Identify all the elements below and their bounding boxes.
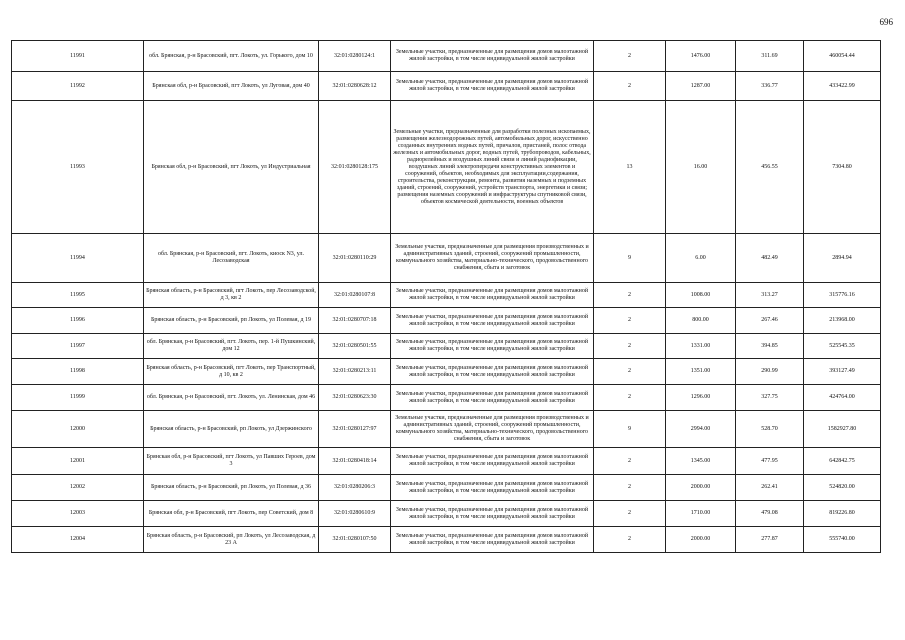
area-cell: 1008.00 (666, 283, 736, 308)
specific-value-cell: 267.46 (736, 308, 804, 334)
area-cell: 1351.00 (666, 359, 736, 385)
land-use-cell: Земельные участки, предназначенные для размещения домов малоэтажной жилой застройки, в том числе индивидуальной жилой застройки (391, 448, 594, 475)
cadastral-number-cell: 32:01:0280628:12 (319, 72, 391, 101)
area-cell: 800.00 (666, 308, 736, 334)
land-use-cell: Земельные участки, предназначенные для размещения домов малоэтажной жилой застройки, в том числе индивидуальной жилой застройки (391, 385, 594, 411)
cadastral-value-cell: 460054.44 (804, 41, 881, 72)
address-cell: Брянская область, р-н Брасовский, пгт Локоть, пер Лесозаводской, д 3, кв 2 (144, 283, 319, 308)
address-cell: Брянская обл, р-н Брасовский, пгт Локоть, ул Индустриальная (144, 101, 319, 234)
area-cell: 1296.00 (666, 385, 736, 411)
cadastral-number-cell: 32:01:0280213:11 (319, 359, 391, 385)
table-row (12, 101, 881, 234)
area-cell: 1476.00 (666, 41, 736, 72)
table-body (12, 41, 881, 553)
specific-value-cell: 313.27 (736, 283, 804, 308)
use-code-cell: 2 (594, 527, 666, 553)
cadastral-value-cell: 524820.00 (804, 475, 881, 501)
land-use-cell: Земельные участки, предназначенные для размещения домов малоэтажной жилой застройки, в том числе индивидуальной жилой застройки (391, 283, 594, 308)
cadastral-value-cell: 393127.49 (804, 359, 881, 385)
use-code-cell: 9 (594, 411, 666, 448)
cadastral-number-cell: 32:01:0280127:97 (319, 411, 391, 448)
row-number-cell: 11994 (12, 234, 144, 283)
land-use-cell: Земельные участки, предназначенные для размещения домов малоэтажной жилой застройки, в том числе индивидуальной жилой застройки (391, 41, 594, 72)
address-cell: Брянская область, р-н Брасовский, рп Локоть, ул Полевая, д 36 (144, 475, 319, 501)
use-code-cell: 2 (594, 72, 666, 101)
use-code-cell: 2 (594, 385, 666, 411)
address-cell: Брянская область, р-н Брасовский, рп Локоть, ул Полевая, д 19 (144, 308, 319, 334)
use-code-cell: 2 (594, 448, 666, 475)
use-code-cell: 2 (594, 283, 666, 308)
cadastral-value-cell: 424764.00 (804, 385, 881, 411)
cadastral-value-cell: 315776.16 (804, 283, 881, 308)
land-use-cell: Земельные участки, предназначенные для размещения домов малоэтажной жилой застройки, в том числе индивидуальной жилой застройки (391, 359, 594, 385)
land-use-cell: Земельные участки, предназначенные для разработки полезных ископаемых, размещения железнодорожных путей, автомобильных дорог, искусственно созданных внутренних водных путей, причалов, пристаней, полос отвода железных и автомобильных дорог, водных путей, трубопроводов, кабельных, радиорелейных и воздушных линий связи и линий радиофикации, воздушных линий электропередачи конструктивных элементов и сооружений, объектов, необходимых для эксплуатации,содержания, строительства, реконструкции, ремонта, развития наземных и подземных зданий, строений, сооружений, устройств транспорта, энергетики и связи; размещения наземных сооружений и инфраструктуры спутниковой связи, объектов космической деятельности, военных объектов (391, 101, 594, 234)
cadastral-value-cell: 642842.75 (804, 448, 881, 475)
specific-value-cell: 290.99 (736, 359, 804, 385)
row-number-cell: 11995 (12, 283, 144, 308)
use-code-cell: 2 (594, 308, 666, 334)
row-number-cell: 11991 (12, 41, 144, 72)
page-number: 696 (879, 17, 893, 27)
table-row (12, 448, 881, 475)
table-row (12, 41, 881, 72)
row-number-cell: 12003 (12, 501, 144, 527)
cadastral-value-cell: 525545.35 (804, 334, 881, 359)
table-row (12, 234, 881, 283)
area-cell: 2000.00 (666, 527, 736, 553)
area-cell: 1287.00 (666, 72, 736, 101)
use-code-cell: 13 (594, 101, 666, 234)
cadastral-number-cell: 32:01:0280206:3 (319, 475, 391, 501)
cadastral-number-cell: 32:01:0280107:50 (319, 527, 391, 553)
area-cell: 16.00 (666, 101, 736, 234)
specific-value-cell: 482.49 (736, 234, 804, 283)
table-row (12, 334, 881, 359)
use-code-cell: 2 (594, 41, 666, 72)
cadastral-value-cell: 433422.99 (804, 72, 881, 101)
table-row (12, 501, 881, 527)
specific-value-cell: 528.70 (736, 411, 804, 448)
row-number-cell: 11992 (12, 72, 144, 101)
row-number-cell: 12002 (12, 475, 144, 501)
address-cell: обл. Брянская, р-н Брасовский, пгт. Локоть, ул. Ленинская, дом 46 (144, 385, 319, 411)
land-use-cell: Земельные участки, предназначенные для размещения домов малоэтажной жилой застройки, в том числе индивидуальной жилой застройки (391, 527, 594, 553)
cadastral-value-cell: 1582927.80 (804, 411, 881, 448)
address-cell: Брянская обл, р-н Брасовский, пгт Локоть, ул Луговая, дом 40 (144, 72, 319, 101)
row-number-cell: 12004 (12, 527, 144, 553)
area-cell: 1345.00 (666, 448, 736, 475)
address-cell: обл. Брянская, р-н Брасовский, пгт. Локоть, киоск N3, ул. Лесозаводская (144, 234, 319, 283)
use-code-cell: 2 (594, 501, 666, 527)
address-cell: обл. Брянская, р-н Брасовский, пгт. Локоть, пер. 1-й Пушкинский, дом 12 (144, 334, 319, 359)
table-row (12, 411, 881, 448)
land-use-cell: Земельные участки, предназначенные для размещения домов малоэтажной жилой застройки, в том числе индивидуальной жилой застройки (391, 308, 594, 334)
area-cell: 2000.00 (666, 475, 736, 501)
cadastral-value-cell: 555740.00 (804, 527, 881, 553)
specific-value-cell: 327.75 (736, 385, 804, 411)
cadastral-number-cell: 32:01:0280128:175 (319, 101, 391, 234)
row-number-cell: 11997 (12, 334, 144, 359)
cadastral-number-cell: 32:01:0280124:1 (319, 41, 391, 72)
row-number-cell: 12000 (12, 411, 144, 448)
address-cell: Брянская область, р-н Брасовский, рп Локоть, ул Дзержинского (144, 411, 319, 448)
row-number-cell: 11999 (12, 385, 144, 411)
area-cell: 2994.00 (666, 411, 736, 448)
table-row (12, 527, 881, 553)
specific-value-cell: 336.77 (736, 72, 804, 101)
address-cell: Брянская обл, р-н Брасовский, пгт Локоть, ул Павшиx Героев, дом 3 (144, 448, 319, 475)
use-code-cell: 2 (594, 334, 666, 359)
row-number-cell: 11996 (12, 308, 144, 334)
row-number-cell: 12001 (12, 448, 144, 475)
table-row (12, 385, 881, 411)
area-cell: 1331.00 (666, 334, 736, 359)
land-use-cell: Земельные участки, предназначенные для размещения домов малоэтажной жилой застройки, в том числе индивидуальной жилой застройки (391, 72, 594, 101)
use-code-cell: 9 (594, 234, 666, 283)
specific-value-cell: 311.69 (736, 41, 804, 72)
cadastral-number-cell: 32:01:0280418:14 (319, 448, 391, 475)
cadastral-number-cell: 32:01:0280501:55 (319, 334, 391, 359)
specific-value-cell: 277.87 (736, 527, 804, 553)
use-code-cell: 2 (594, 359, 666, 385)
address-cell: Брянская область, р-н Брасовский, рп Локоть, ул Лесозаводская, д 23 А (144, 527, 319, 553)
cadastral-number-cell: 32:01:0280623:30 (319, 385, 391, 411)
land-use-cell: Земельные участки, предназначенные для размещения производственных и административных зданий, строений, сооружений промышленности, коммунального хозяйства, материально-технического, продовольственного снабжения, сбыта и заготовок (391, 234, 594, 283)
specific-value-cell: 479.08 (736, 501, 804, 527)
table-row (12, 72, 881, 101)
address-cell: обл. Брянская, р-н Брасовский, пгт. Локоть, ул. Горького, дом 10 (144, 41, 319, 72)
cadastral-value-cell: 2894.94 (804, 234, 881, 283)
row-number-cell: 11998 (12, 359, 144, 385)
row-number-cell: 11993 (12, 101, 144, 234)
use-code-cell: 2 (594, 475, 666, 501)
table-row (12, 283, 881, 308)
cadastral-number-cell: 32:01:0280610:9 (319, 501, 391, 527)
land-registry-table (11, 40, 881, 553)
land-use-cell: Земельные участки, предназначенные для размещения домов малоэтажной жилой застройки, в том числе индивидуальной жилой застройки (391, 334, 594, 359)
table-row (12, 475, 881, 501)
area-cell: 1710.00 (666, 501, 736, 527)
land-use-cell: Земельные участки, предназначенные для размещения домов малоэтажной жилой застройки, в том числе индивидуальной жилой застройки (391, 501, 594, 527)
cadastral-value-cell: 213968.00 (804, 308, 881, 334)
address-cell: Брянская обл, р-н Брасовский, пгт Локоть, пер Советский, дом 8 (144, 501, 319, 527)
address-cell: Брянская область, р-н Брасовский, пгт Локоть, пер Транспортный, д 10, кв 2 (144, 359, 319, 385)
table-row (12, 308, 881, 334)
cadastral-value-cell: 819226.80 (804, 501, 881, 527)
specific-value-cell: 394.85 (736, 334, 804, 359)
cadastral-number-cell: 32:01:0280110:29 (319, 234, 391, 283)
cadastral-value-cell: 7304.80 (804, 101, 881, 234)
table-row (12, 359, 881, 385)
cadastral-number-cell: 32:01:0280107:8 (319, 283, 391, 308)
specific-value-cell: 456.55 (736, 101, 804, 234)
specific-value-cell: 477.95 (736, 448, 804, 475)
specific-value-cell: 262.41 (736, 475, 804, 501)
land-use-cell: Земельные участки, предназначенные для размещения производственных и административных зданий, строений, сооружений промышленности, коммунального хозяйства, материально-технического, продовольственного снабжения, сбыта и заготовок (391, 411, 594, 448)
cadastral-number-cell: 32:01:0280707:18 (319, 308, 391, 334)
land-use-cell: Земельные участки, предназначенные для размещения домов малоэтажной жилой застройки, в том числе индивидуальной жилой застройки (391, 475, 594, 501)
area-cell: 6.00 (666, 234, 736, 283)
